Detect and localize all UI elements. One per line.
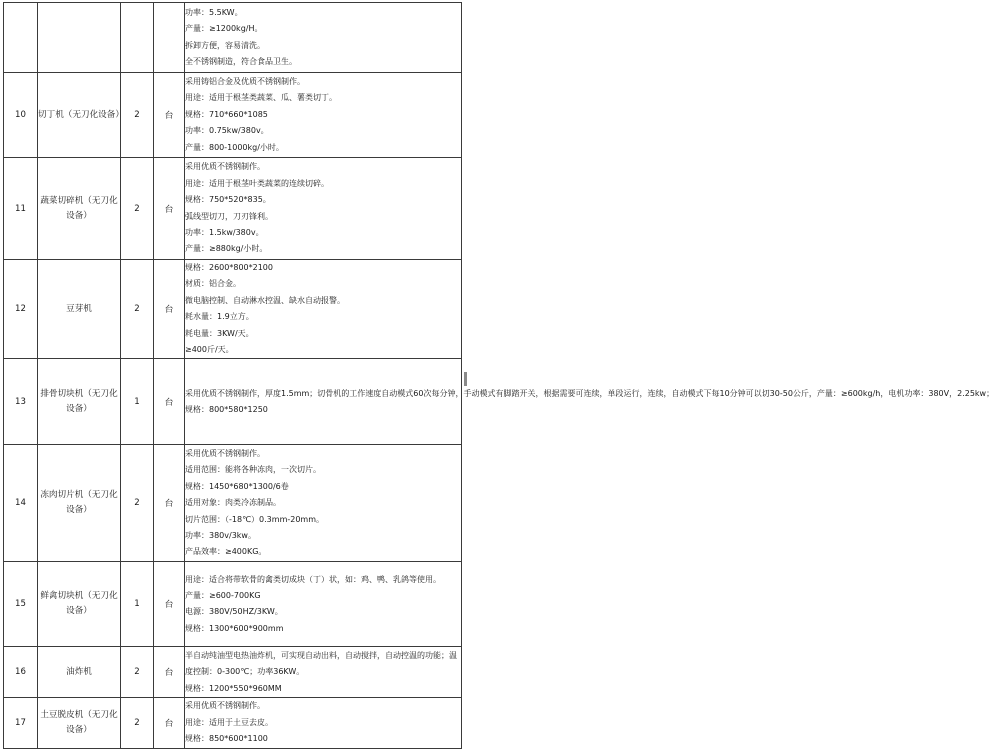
- spec-line: 规格：710*660*1085: [185, 109, 268, 119]
- quantity: 2: [121, 698, 154, 748]
- table-row: [4, 158, 462, 260]
- table-row: [4, 260, 462, 359]
- spec-line: 规格：1300*600*900mm: [185, 623, 284, 633]
- spec-line: 采用优质不锈钢制作。: [185, 162, 265, 172]
- spec-line: 规格：850*600*1100: [185, 734, 268, 744]
- equipment-name: 土豆脱皮机（无刀化设备）: [38, 698, 121, 748]
- equipment-name: [38, 3, 121, 73]
- table-row: [4, 359, 462, 445]
- unit: 台: [154, 647, 185, 698]
- equipment-name: 豆芽机: [38, 260, 121, 359]
- unit: 台: [154, 260, 185, 359]
- unit: [154, 3, 185, 73]
- equipment-name: 排骨切块机（无刀化设备）: [38, 359, 121, 445]
- spec-line: 拆卸方便，容易清洗。: [185, 40, 265, 50]
- equipment-name: 鲜禽切块机（无刀化设备）: [38, 562, 121, 647]
- spec-line: 半自动纯油型电热油炸机，可实现自动出料，自动搅拌，自动控温的功能；温度控制：0-300℃；功率36KW。: [185, 650, 457, 677]
- spec-line: 功率：5.5KW。: [185, 7, 243, 17]
- quantity: [121, 3, 154, 73]
- spec-line: 采用优质不锈钢制作。: [185, 449, 265, 459]
- spec-cell: [185, 3, 462, 73]
- equipment-name: 冻肉切片机（无刀化设备）: [38, 445, 121, 562]
- quantity: 2: [121, 158, 154, 260]
- quantity: 2: [121, 260, 154, 359]
- spec-line: 用途：适用于土豆去皮。: [185, 717, 273, 727]
- quantity: 1: [121, 359, 154, 445]
- row-number: [4, 3, 38, 73]
- spec-cell: [185, 445, 462, 562]
- spec-line: 规格：750*520*835。: [185, 195, 271, 205]
- spec-line: 产量：800-1000kg/小时。: [185, 142, 284, 152]
- spec-line: 采用优质不锈钢制作，厚度1.5mm；切骨机的工作速度自动模式60次每分钟，手动模式有脚踏开关，根据需要可连续，单段运行，连续，自动模式下每10分钟可以切30-50公斤，产量：≥600kg/h，电机功率：380V，2.25kw；: [185, 388, 994, 398]
- row-number: 11: [4, 158, 38, 260]
- unit: 台: [154, 158, 185, 260]
- spec-line: 产量：≥880kg/小时。: [185, 244, 268, 254]
- spec-line: 功率：1.5kw/380v。: [185, 227, 264, 237]
- table-row: [4, 562, 462, 647]
- page-edge-mark: [464, 372, 467, 386]
- equipment-name: 油炸机: [38, 647, 121, 698]
- unit: 台: [154, 445, 185, 562]
- table-body: [4, 3, 994, 749]
- spec-line: 产量：≥600-700KG: [185, 591, 261, 601]
- unit: 台: [154, 698, 185, 748]
- spec-line: 适用对象：肉类冷冻制品。: [185, 498, 281, 508]
- spec-line: 材质：铝合金。: [185, 279, 241, 289]
- spec-cell: [185, 260, 462, 359]
- row-number: 14: [4, 445, 38, 562]
- quantity: 2: [121, 647, 154, 698]
- spec-line: ≥400斤/天。: [185, 345, 234, 355]
- spec-line: 耗水量：1.9立方。: [185, 312, 254, 322]
- row-number: 10: [4, 73, 38, 158]
- spec-line: 耗电量：3KW/天。: [185, 328, 254, 338]
- table-row: [4, 73, 462, 158]
- spec-line: 规格：2600*800*2100: [185, 263, 273, 272]
- equipment-name: 切丁机（无刀化设备）: [38, 73, 121, 158]
- spec-line: 产量：≥1200kg/H。: [185, 24, 263, 34]
- table-row: [4, 445, 462, 562]
- spec-line: 切片范围：（-18℃）0.3mm-20mm。: [185, 514, 325, 524]
- unit: 台: [154, 562, 185, 647]
- spec-cell: [185, 562, 462, 647]
- spec-cell: [185, 73, 462, 158]
- spec-line: 用途：适合将带软骨的禽类切成块（丁）状，如：鸡、鸭、乳鸽等使用。: [185, 574, 441, 584]
- spec-line: 用途：适用于根茎类蔬菜、瓜、薯类切丁。: [185, 93, 337, 103]
- quantity: 2: [121, 445, 154, 562]
- spec-line: 适用范围：能将各种冻肉，一次切片。: [185, 465, 321, 475]
- spec-line: 采用优质不锈钢制作。: [185, 701, 265, 711]
- spec-line: 用途：适用于根茎叶类蔬菜的连续切碎。: [185, 178, 329, 188]
- unit: 台: [154, 359, 185, 445]
- spec-line: 电源：380V/50HZ/3KW。: [185, 607, 283, 617]
- row-number: 17: [4, 698, 38, 748]
- spec-line: 弧线型切刀，刀刃锋利。: [185, 211, 273, 221]
- spec-line: 规格：1200*550*960MM: [185, 683, 282, 693]
- table-row: [4, 647, 462, 698]
- spec-cell: [185, 158, 462, 260]
- spec-cell: [185, 359, 994, 445]
- spec-line: 规格：800*580*1250: [185, 404, 268, 414]
- spec-line: 采用铸铝合金及优质不锈钢制作。: [185, 76, 305, 86]
- quantity: 2: [121, 73, 154, 158]
- spec-line: 全不锈钢制造，符合食品卫生。: [185, 56, 297, 66]
- spec-line: 功率：0.75kw/380v。: [185, 126, 269, 136]
- spec-line: 产品效率：≥400KG。: [185, 547, 267, 557]
- spec-cell: [185, 698, 462, 748]
- row-number: 13: [4, 359, 38, 445]
- unit: 台: [154, 73, 185, 158]
- spec-cell: [185, 647, 462, 698]
- spec-line: 功率：380v/3kw。: [185, 531, 256, 541]
- quantity: 1: [121, 562, 154, 647]
- equipment-name: 蔬菜切碎机（无刀化设备）: [38, 158, 121, 260]
- equipment-spec-table: [3, 2, 994, 749]
- table-row: [4, 3, 462, 73]
- row-number: 15: [4, 562, 38, 647]
- row-number: 12: [4, 260, 38, 359]
- spec-line: 微电脑控制、自动淋水控温、缺水自动报警。: [185, 295, 345, 305]
- table-row: [4, 698, 462, 748]
- spec-line: 规格：1450*680*1300/6卷: [185, 481, 289, 491]
- row-number: 16: [4, 647, 38, 698]
